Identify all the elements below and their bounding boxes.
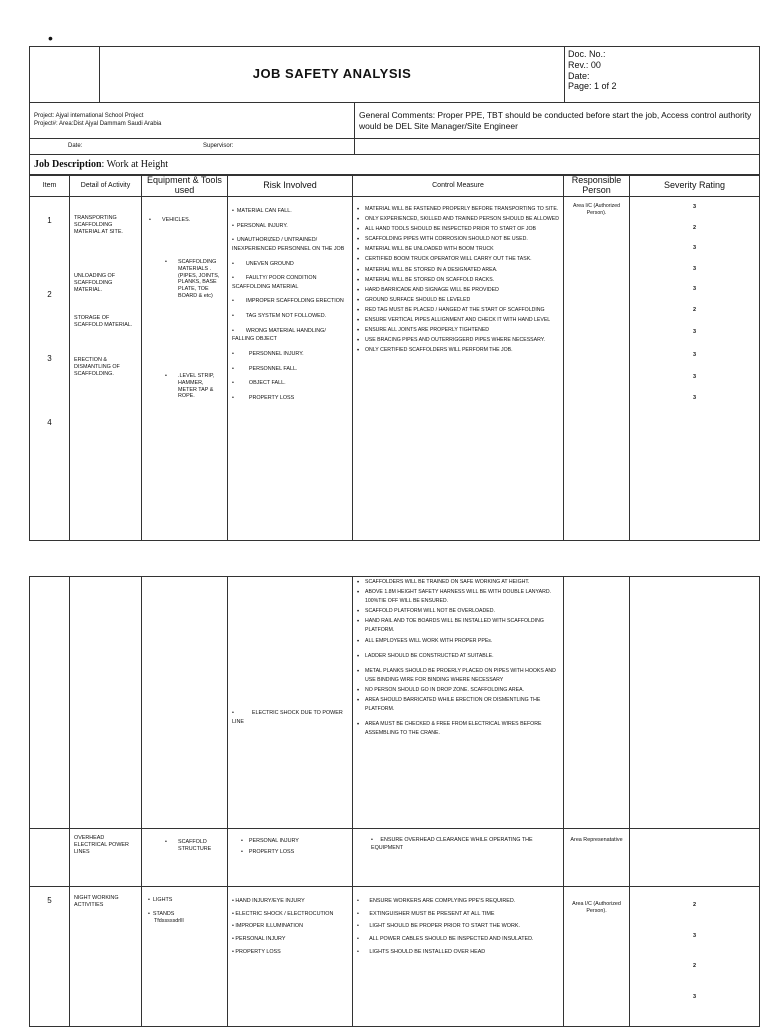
risk-1: • MATERIAL CAN FALL. (232, 208, 292, 214)
severity-9: 3 (692, 374, 697, 381)
document-title: JOB SAFETY ANALYSIS (100, 47, 565, 103)
night-equipment-1: • LIGHTS (148, 897, 173, 903)
date-supervisor-row (30, 139, 355, 155)
severity-7: 3 (692, 329, 697, 336)
col-detail: Detail of Activity (70, 175, 142, 197)
risk-2: • PERSONAL INJURY. (232, 222, 288, 229)
col-severity: Severity Rating (630, 175, 760, 197)
control-11: • RED TAG MUST BE PLACED / HANGED AT THE START OF SCAFFOLDING (363, 306, 559, 315)
night-risks-cell (228, 887, 353, 1027)
night-risk-3: • IMPROPER ILLUMINATION (232, 923, 303, 930)
night-equipment-2: • STANDS (148, 910, 175, 917)
risk-7: • TAG SYSTEM NOT FOLLOWED. (232, 313, 327, 320)
item-2: 2 (47, 290, 52, 299)
control-13: • ENSURE ALL JOINTS ARE PROPERLY TIGHTENED (363, 326, 559, 335)
severity-3: 3 (692, 245, 697, 252)
overhead-control: • ENSURE OVERHEAD CLEARANCE WHILE OPERATING THE EQUIPMENT (371, 837, 533, 851)
activity-4: ERECTION & DISMANTLING OF SCAFFOLDING. (74, 357, 120, 377)
item-1: 1 (47, 216, 52, 225)
s2-control-5: • ALL EMPLOYEES WILL WORK WITH PROPER PPEs. (363, 637, 559, 646)
overhead-equipment-cell (142, 829, 228, 887)
s2-severity-cell (630, 577, 760, 829)
overhead-risks-cell (228, 829, 353, 887)
col-item: Item (30, 175, 70, 197)
job-description-label: Job Description (34, 159, 102, 170)
item-3: 3 (47, 354, 52, 363)
control-1: • MATERIAL WILL BE FASTENED PROPERLY BEFORE TRANSPORTING TO SITE. (363, 205, 559, 214)
overhead-equipment: • SCAFFOLD STRUCTURE (165, 839, 212, 852)
control-7: • MATERIAL WILL BE STORED IN A DESIGNATED AREA. (363, 266, 559, 275)
night-severity-4: 3 (692, 993, 697, 1000)
night-control-4: • ALL POWER CABLES SHOULD BE INSPECTED AND INSULATED. (357, 935, 534, 942)
s2-control-6: • LADDER SHOULD BE CONSTRUCTED AT SUITABLE. (363, 652, 559, 661)
s2-control-10: • AREA MUST BE CHECKED & FREE FROM ELECTRICAL WIRES BEFORE ASSEMBLING TO THE CRANE. (363, 720, 559, 738)
overhead-risk-1: • PERSONAL INJURY (232, 838, 299, 844)
jsa-table-2 (29, 576, 760, 1027)
col-equipment: Equipment & Tools used (142, 175, 228, 197)
risk-10: • PERSONNEL FALL. (232, 365, 298, 372)
night-risk-2: • ELECTRIC SHOCK / ELECTROCUTION (232, 910, 334, 917)
night-control-2: • EXTINGUISHER MUST BE PRESENT AT ALL TIME (357, 910, 495, 917)
night-responsible: Area I/C (Authorized Person). (572, 901, 621, 915)
control-3: • ALL HAND TOOLS SHOULD BE INSPECTED PRIOR TO START OF JOB (363, 225, 559, 234)
date-label: Date: (68, 142, 83, 149)
night-equipment-cell (142, 887, 228, 1027)
responsible-cell (564, 197, 630, 541)
page-number: Page: 1 of 2 (568, 81, 617, 92)
risks-cell (228, 197, 353, 541)
night-risk-5: • PROPERTY LOSS (232, 948, 281, 955)
severity-cell (630, 197, 760, 541)
control-2: • ONLY EXPERIENCED, SKILLED AND TRAINED PERSON SHOULD BE ALLOWED (363, 215, 559, 224)
overhead-responsible: Area Represenatative (570, 837, 623, 843)
general-comments: General Comments: Proper PPE, TBT should be conducted before start the job, Access control authority would be DEL Site Manager/Site Engineer (355, 103, 760, 139)
severity-1: 3 (692, 204, 697, 210)
night-risk-1: • HAND INJURY/EYE INJURY (232, 898, 305, 904)
doc-info (565, 47, 760, 103)
project-name: Project: Ajyal international School Project (34, 113, 144, 120)
night-controls-cell (353, 887, 564, 1027)
control-10: • GROUND SURFACE SHOULD BE LEVELED (363, 296, 559, 305)
control-9: • HARD BARRICADE AND SIGNAGE WILL BE PROVIDED (363, 286, 559, 295)
s2-control-3: • SCAFFOLD PLATFORM WILL NOT BE OVERLOADED. (363, 607, 559, 616)
control-8: • MATERIAL WILL BE STORED ON SCAFFOLD RACKS. (363, 276, 559, 285)
revision: Rev.: 00 (568, 59, 601, 70)
jsa-table-1 (29, 174, 760, 541)
s2-control-2: • ABOVE 1.8M HEIGHT SAFETY HARNESS WILL BE WITH DOUBLE LANYARD. 100%TIE OFF WILL BE ENSURED. (363, 588, 559, 606)
equipment-3: • .LEVEL STRIP, HAMMER, METER TAP & ROPE. (165, 373, 215, 400)
doc-date: Date: (568, 70, 590, 81)
responsible-person: Area I/C (Authorized Person). (573, 203, 620, 216)
risk-12: • PROPERTY LOSS (232, 394, 295, 401)
equipment-cell (142, 197, 228, 541)
activities-cell (70, 197, 142, 541)
s2-control-4: • HAND RAIL AND TOE BOARDS WILL BE INSTALLED WITH SCAFFOLDING PLATFORM. (363, 617, 559, 635)
risk-4: • UNEVEN GROUND (232, 260, 294, 267)
empty-cell (355, 139, 760, 155)
s2-responsible-cell (564, 577, 630, 829)
overhead-risk-2: • PROPERTY LOSS (232, 848, 295, 855)
overhead-item-cell (30, 829, 70, 887)
logo-cell (30, 47, 100, 103)
s2-controls-cell (353, 577, 564, 829)
control-15: • ONLY CERTIFIED SCAFFOLDERS WILL PERFORM THE JOB. (363, 346, 559, 355)
col-risk: Risk Involved (228, 175, 353, 197)
night-severity-cell (630, 887, 760, 1027)
controls-cell (353, 197, 564, 541)
severity-2: 2 (692, 224, 697, 231)
s2-control-7: • METAL PLANKS SHOULD BE PROERLY PLACED ON PIPES WITH HOOKS AND USE BINDING WIRE FOR BINDING WHERE NECESSARY (363, 667, 559, 685)
risk-11: • OBJECT FALL. (232, 380, 286, 387)
overhead-severity-cell (630, 829, 760, 887)
s2-risk-cell (228, 577, 353, 829)
night-risk-4: • PERSONAL INJURY (232, 935, 286, 942)
risk-6: • IMPROPER SCAFFOLDING ERECTION (232, 298, 344, 305)
severity-10: 3 (692, 394, 697, 401)
night-control-3: • LIGHT SHOULD BE PROPER PRIOR TO START THE WORK. (357, 923, 520, 930)
supervisor-label: Supervisor: (203, 142, 234, 149)
control-6: • CERTIFIED BOOM TRUCK OPERATOR WILL CARRY OUT THE TASK. (363, 255, 559, 264)
items-cell (30, 197, 70, 541)
control-4: • SCAFFOLDING PIPES WITH CORROSION SHOULD NOT BE USED. (363, 235, 559, 244)
doc-no: Doc. No.: (568, 49, 606, 59)
overhead-responsible-cell (564, 829, 630, 887)
project-number: Project#: Area:Dist Ajyal Dammam Saudi Arabia (34, 120, 162, 127)
col-responsible: Responsible Person (564, 175, 630, 197)
risk-9: • PERSONNEL INJURY. (232, 351, 304, 358)
control-12: • ENSURE VERTICAL PIPES ALLIGNMENT AND CHECK IT WITH HAND LEVEL (363, 316, 559, 325)
s2-item-cell (30, 577, 70, 829)
s2-control-9: • AREA SHOULD BARRICATED WHILE ERECTION OR DISMENTLING THE PLATFORM. (363, 696, 559, 714)
controls-list (357, 205, 559, 355)
s2-control-1: • SCAFFOLDERS WILL BE TRAINED ON SAFE WORKING AT HEIGHT. (363, 578, 559, 587)
page-bullet: • (48, 30, 53, 46)
night-severity-3: 2 (692, 963, 697, 970)
overhead-activity: OVERHEAD ELECTRICAL POWER LINES (70, 829, 142, 887)
equipment-1: • VEHICLES. (149, 217, 191, 223)
item-4: 4 (47, 418, 52, 427)
jsa-header-table (29, 46, 760, 103)
job-description-value: : Work at Height (101, 159, 168, 170)
night-activity: NIGHT WORKING ACTIVITIES (70, 887, 142, 1027)
activity-2: UNLOADING OF SCAFFOLDING MATERIAL. (74, 273, 116, 293)
severity-5: 3 (692, 286, 697, 293)
night-responsible-cell (564, 887, 630, 1027)
s2-activity-cell (70, 577, 142, 829)
severity-4: 3 (692, 265, 697, 272)
s2-risk-electric-shock: • ELECTRIC SHOCK DUE TO POWER LINE (232, 710, 343, 725)
s2-equipment-cell (142, 577, 228, 829)
night-severity-1: 2 (692, 902, 697, 908)
s2-controls-list (357, 578, 559, 738)
activity-1: TRANSPORTING SCAFFOLDING MATERIAL AT SITE. (74, 215, 123, 235)
night-control-1: • ENSURE WORKERS ARE COMPLYING PPE'S REQUIRED. (357, 898, 516, 904)
severity-6: 2 (692, 306, 697, 313)
s2-control-8: • NO PERSON SHOULD GO IN DROP ZONE. SCAFFOLDING AREA. (363, 686, 559, 695)
job-description (30, 155, 760, 176)
control-5: • MATERIAL WILL BE UNLOADED WITH BOOM TRUCK (363, 245, 559, 254)
project-info-table (29, 102, 760, 176)
overhead-control-cell (353, 829, 564, 887)
risk-3: • UNAUTHORIZED / UNTRAINED/ INEXPERIENCED PERSONNEL ON THE JOB (232, 237, 345, 252)
project-info (30, 103, 355, 139)
col-control: Control Measure (353, 175, 564, 197)
night-control-5: • LIGHTS SHOULD BE INSTALLED OVER HEAD (357, 948, 486, 955)
night-item: 5 (30, 887, 70, 1027)
risk-5: • FAULTY/ POOR CONDITION SCAFFOLDING MATERIAL (232, 275, 317, 290)
control-14: • USE BRACING PIPES AND OUTERRIGGERD PIPES WHERE NECESSARY. (363, 336, 559, 345)
equipment-2: • SCAFFOLDING MATERIALS . (PIPES, JOINTS, PLANKS, BASE PLATE, TOE BOARD & etc) (165, 259, 220, 299)
night-equipment-note: Tfdsssssdrlll (154, 917, 184, 924)
risk-8: • WRONG MATERIAL HANDLING/ FALLING OBJECT (232, 327, 326, 343)
severity-8: 3 (692, 351, 697, 358)
activity-3: STORAGE OF SCAFFOLD MATERIAL. (74, 315, 133, 328)
night-severity-2: 3 (692, 932, 697, 939)
